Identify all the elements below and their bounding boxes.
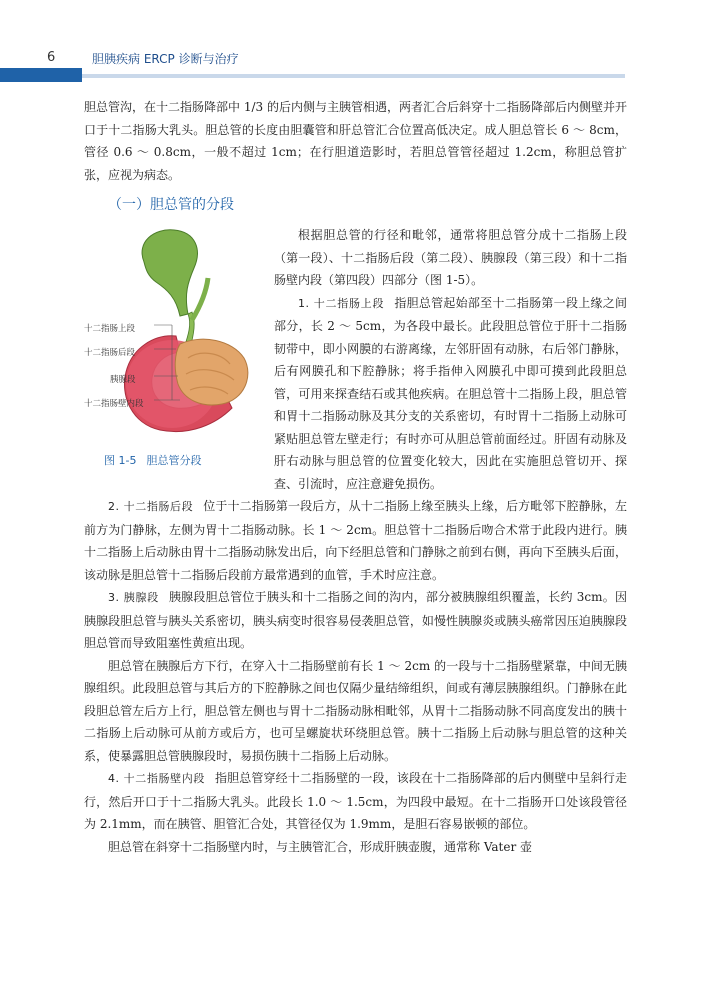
term-pancreatic: 3. 胰腺段 <box>108 591 159 604</box>
figure-label-intramural: 十二指肠壁内段 <box>84 399 144 409</box>
term-supraduodenal: 1. 十二指肠上段 <box>298 296 385 310</box>
running-title: 胆胰疾病 ERCP 诊断与治疗 <box>92 52 239 66</box>
pancreas-head-shape <box>175 339 248 405</box>
segment-3-text: 胰腺段胆总管位于胰头和十二指肠之间的沟内，部分被胰腺组织覆盖，长约 3cm。因胰腺段胆总管与胰头关系密切，胰头病变时很容易侵袭胆总管，如慢性胰腺炎或胰头癌常因压迫胰腺段胆总管而导致阻塞性黄疸出现。 <box>84 590 627 650</box>
paragraph-segment-4 <box>84 767 627 836</box>
hepatic-duct-shape <box>192 278 208 320</box>
figure-1-5 <box>84 224 266 494</box>
gallbladder-shape <box>142 230 197 316</box>
paragraph-segment-2 <box>84 495 627 586</box>
figure-label-retroduodenal: 十二指肠后段 <box>84 348 136 358</box>
section-heading: （一）胆总管的分段 <box>108 197 234 213</box>
figure-title: 胆总管分段 <box>146 454 202 467</box>
body-text <box>84 96 627 858</box>
figure-number: 图 1-5 <box>104 454 137 467</box>
term-retroduodenal: 2. 十二指肠后段 <box>108 500 194 513</box>
header-accent-bar <box>0 68 82 82</box>
paragraph-pancreatic-detail: 胆总管在胰腺后方下行，在穿入十二指肠壁前有长 1 ～ 2cm 的一段与十二指肠壁紧靠，中间无胰腺组织。此段胆总管与其后方的下腔静脉之间也仅隔少量结缔组织，间或有薄层胰腺组织。门静脉在此段胆总管左后方上行，胆总管左侧也与胃十二指肠动脉相毗邻，从胃十二指肠动脉不同高度发出的胰十二指肠上后动脉可从前方或后方，也可呈螺旋状环绕胆总管。胰十二指肠上后动脉与胆总管的这种关系，使暴露胆总管胰腺段时，易损伤胰十二指肠上后动脉。 <box>84 658 627 763</box>
figure-label-supraduodenal: 十二指肠上段 <box>84 324 136 334</box>
segment-4-text: 指胆总管穿经十二指肠壁的一段，该段在十二指肠降部的后内侧壁中呈斜行走行，然后开口于十二指肠大乳头。此段长 1.0 ～ 1.5cm，为四段中最短。在十二指肠开口处该段管径为 2.1mm，而在胰管、胆管汇合处，其管径仅为 1.9mm，是胆石容易嵌顿的部位。 <box>84 771 627 831</box>
term-intramural: 4. 十二指肠壁内段 <box>108 772 205 785</box>
paragraph-vater: 胆总管在斜穿十二指肠壁内时，与主胰管汇合，形成肝胰壶腹，通常称 Vater 壶 <box>108 839 533 854</box>
page-header <box>0 0 707 82</box>
header-rule <box>82 74 625 78</box>
segment-1-text: 指胆总管起始部至十二指肠第一段上缘之间部分，长 2 ～ 5cm，为各段中最长。此段胆总管位于肝十二指肠韧带中，即小网膜的右游离缘，左邻肝固有动脉，右后邻门静脉，后有网膜孔和下腔静脉；将手指伸入网膜孔中即可摸到此段胆总管，可用来探查结石或其他疾病。在胆总管十二指肠上段，胆总管和胃十二指肠动脉及其分支的关系密切，有时胃十二指肠上动脉可紧贴胆总管左壁走行；有时亦可从胆总管前面经过。肝固有动脉及肝右动脉与胆总管的位置变化较大，因此在实施胆总管切开、探查、引流时，应注意避免损伤。 <box>274 295 627 491</box>
paragraph-segment-3 <box>84 586 627 655</box>
figure-caption <box>104 450 201 473</box>
page-number: 6 <box>47 50 56 65</box>
segment-2-text: 位于十二指肠第一段后方，从十二指肠上缘至胰头上缘，后方毗邻下腔静脉，左前方为门静脉，左侧为胃十二指肠动脉。长 1 ～ 2cm。胆总管十二指肠后吻合术常于此段内进行。胰十二指肠上后动脉由胃十二指肠动脉发出后，向下经胆总管和门静脉之前到右侧，再向下至胰头后面，该动脉是胆总管十二指肠后段前方最常遇到的血管，手术时应注意。 <box>84 499 627 582</box>
paragraph: 胆总管沟，在十二指肠降部中 1/3 的后内侧与主胰管相遇，两者汇合后斜穿十二指肠降部后内侧壁并开口于十二指肠大乳头。胆总管的长度由胆囊管和肝总管汇合位置高低决定。成人胆总管长 6 ～ 8cm，管径 0.6 ～ 0.8cm，一般不超过 1cm；在行胆道造影时，若胆总管管径超过 1.2cm，称胆总管扩张，应视为病态。 <box>84 100 627 182</box>
paragraph-intro: 根据胆总管的行径和毗邻，通常将胆总管分成十二指肠上段（第一段）、十二指肠后段（第二段）、胰腺段（第三段）和十二指肠壁内段（第四段）四部分（图 1-5）。 <box>274 228 627 287</box>
figure-label-pancreatic: 胰腺段 <box>110 375 136 385</box>
